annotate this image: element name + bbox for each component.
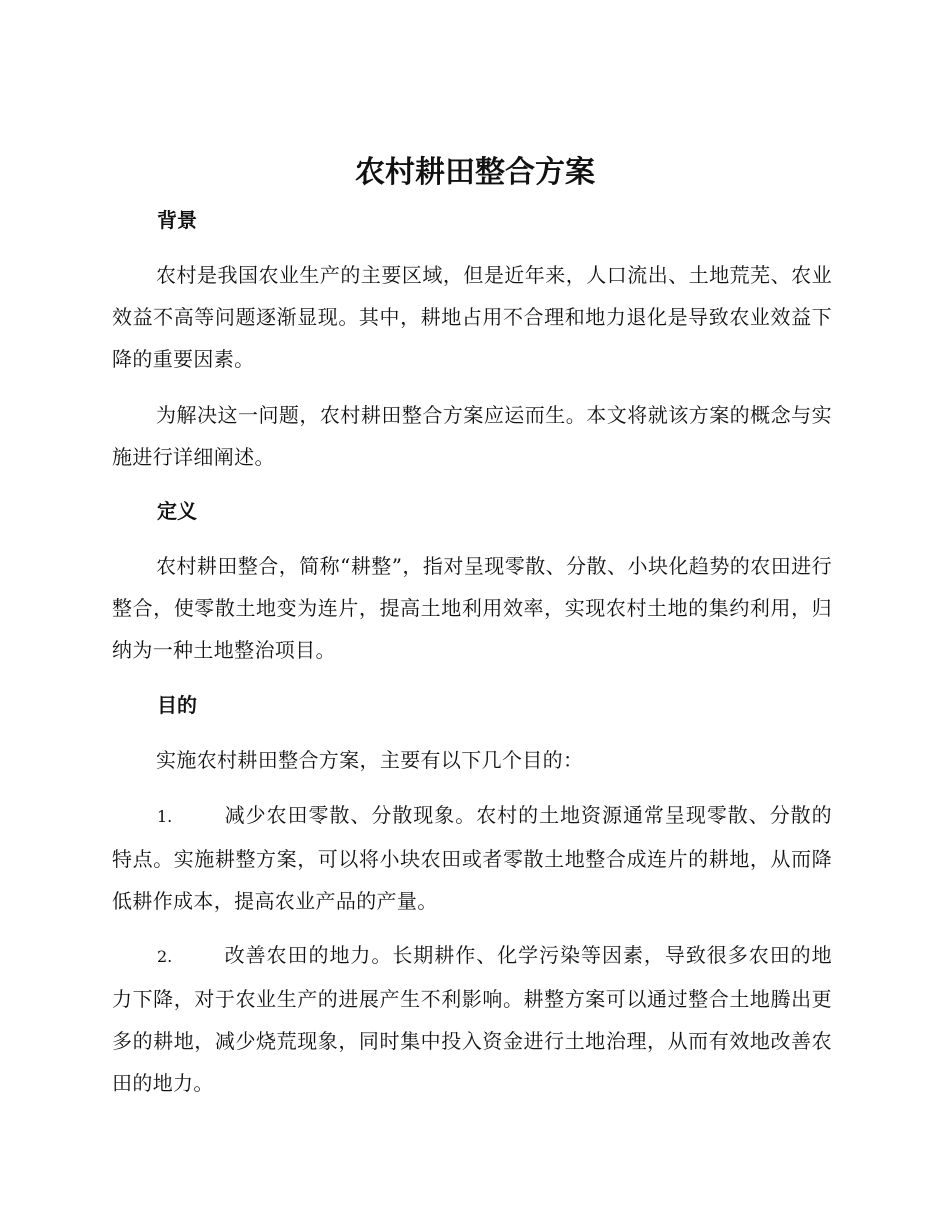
section-heading-purpose: 目的	[157, 693, 197, 717]
paragraph-purpose-intro: 实施农村耕田整合方案，主要有以下几个目的：	[156, 748, 584, 772]
section-heading-background: 背景	[157, 208, 197, 232]
list-item	[112, 934, 832, 1104]
list-item-text: 减少农田零散、分散现象。农村的土地资源通常呈现零散、分散的特点。实施耕整方案，可以将小块农田或者零散土地整合成连片的耕地，从而降低耕作成本，提高农业产品的产量。	[112, 803, 832, 913]
section-heading-definition: 定义	[157, 499, 197, 523]
list-item-number: 1.	[157, 807, 173, 826]
list-item-number: 2.	[157, 947, 173, 966]
paragraph-background-1: 农村是我国农业生产的主要区域，但是近年来，人口流出、土地荒芜、农业效益不高等问题逐渐显现。其中，耕地占用不合理和地力退化是导致农业效益下降的重要因素。	[112, 263, 832, 371]
paragraph-background-2: 为解决这一问题，农村耕田整合方案应运而生。本文将就该方案的概念与实施进行详细阐述。	[112, 403, 832, 469]
list-item-text: 改善农田的地力。长期耕作、化学污染等因素，导致很多农田的地力下降，对于农业生产的进展产生不利影响。耕整方案可以通过整合土地腾出更多的耕地，减少烧荒现象，同时集中投入资金进行土地治理，从而有效地改善农田的地力。	[112, 943, 832, 1095]
paragraph-definition: 农村耕田整合，简称“耕整”，指对呈现零散、分散、小块化趋势的农田进行整合，使零散土地变为连片，提高土地利用效率，实现农村土地的集约利用，归纳为一种土地整治项目。	[112, 554, 832, 662]
list-item	[112, 794, 832, 922]
document-title: 农村耕田整合方案	[355, 155, 595, 190]
